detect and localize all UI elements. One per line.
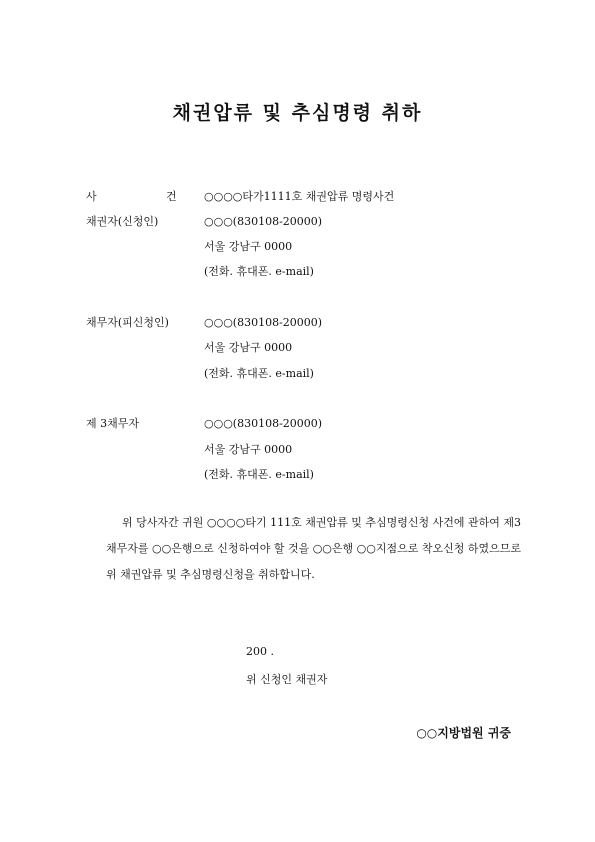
court-addressee: ○○지방법원 귀중	[416, 726, 511, 740]
debtor-contact-row	[86, 366, 506, 382]
debtor-label: 채무자(피신청인)	[86, 316, 169, 329]
case-row	[86, 189, 506, 205]
creditor-label: 채권자(신청인)	[86, 215, 159, 228]
case-number: ○○○○타가1111호 채권압류 명령사건	[204, 190, 395, 203]
body-text: 위 당사자간 귀원 ○○○○타기 111호 채권압류 및 추심명령신청 사건에 관하여 제3채무자를 ○○은행으로 신청하여야 할 것을 ○○은행 ○○지점으로 착오신청 하였으므로 위 채권압류 및 추심명령신청을 취하합니다.	[106, 516, 521, 581]
third-debtor-address-row	[86, 442, 506, 458]
third-debtor-contact: (전화. 휴대폰. e-mail)	[204, 468, 314, 481]
signer-line: 위 신청인 채권자	[246, 673, 328, 686]
creditor-address-row	[86, 239, 506, 255]
creditor-contact-row	[86, 264, 506, 280]
third-debtor-label: 제 3채무자	[86, 417, 139, 430]
creditor-contact: (전화. 휴대폰. e-mail)	[204, 265, 314, 278]
body-paragraph	[106, 510, 521, 588]
third-debtor-contact-row	[86, 467, 506, 483]
creditor-address: 서울 강남구 0000	[204, 240, 293, 253]
third-debtor-name-row	[86, 416, 506, 432]
creditor-name: ○○○(830108-20000)	[204, 215, 323, 228]
third-debtor-name: ○○○(830108-20000)	[204, 417, 323, 430]
debtor-contact: (전화. 휴대폰. e-mail)	[204, 367, 314, 380]
debtor-name-row	[86, 315, 506, 331]
debtor-address-row	[86, 340, 506, 356]
case-label-b: 건	[166, 190, 177, 203]
case-label-a: 사	[86, 190, 97, 203]
creditor-name-row	[86, 214, 506, 230]
debtor-name: ○○○(830108-20000)	[204, 316, 323, 329]
document-title: 채권압류 및 추심명령 취하	[172, 102, 423, 124]
third-debtor-address: 서울 강남구 0000	[204, 443, 293, 456]
debtor-address: 서울 강남구 0000	[204, 341, 293, 354]
filing-date: 200 .	[246, 645, 274, 658]
